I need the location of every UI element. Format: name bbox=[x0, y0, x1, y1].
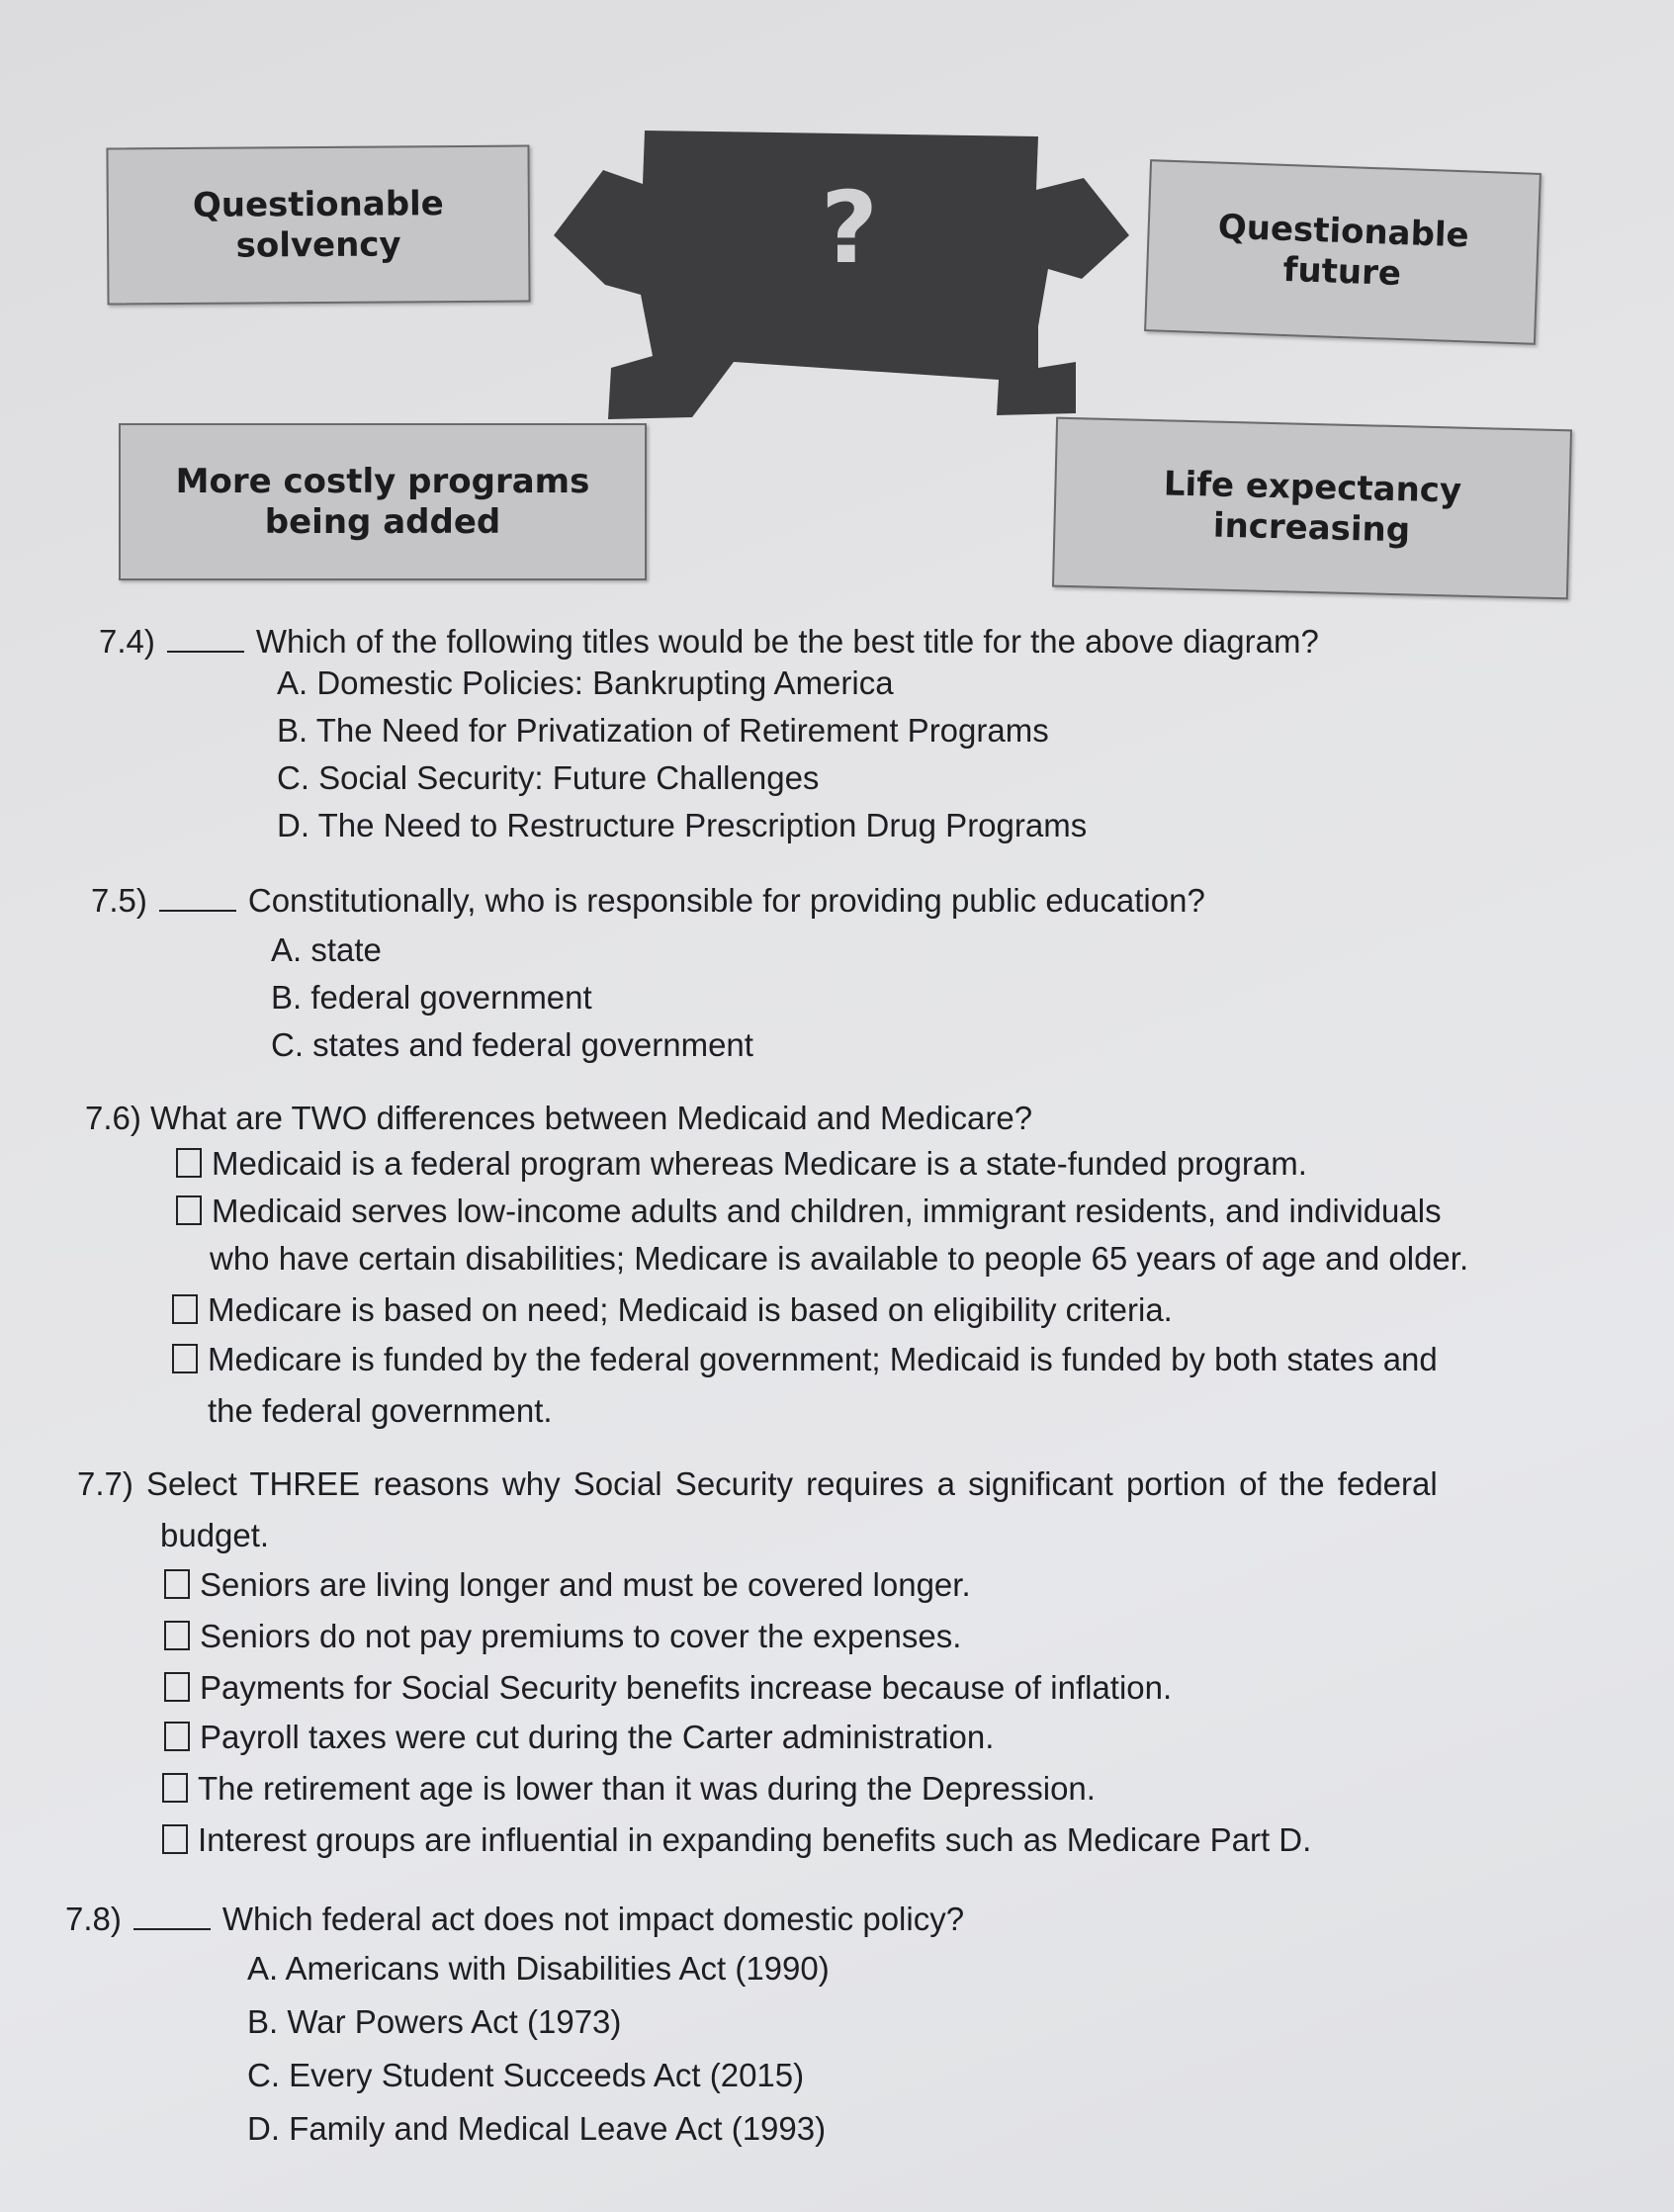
box-label: Life expectancy increasing bbox=[1163, 464, 1462, 551]
checkbox-label: The retirement age is lower than it was during the Depression. bbox=[198, 1770, 1096, 1807]
option-b: B. federal government bbox=[271, 979, 592, 1016]
checkbox-label: Seniors are living longer and must be covered longer. bbox=[200, 1566, 971, 1603]
checkbox-icon[interactable] bbox=[162, 1773, 188, 1803]
question-7-4 bbox=[99, 621, 1319, 662]
question-mark: ? bbox=[821, 170, 879, 286]
question-7-7-cont: budget. bbox=[160, 1517, 270, 1553]
checkbox-item[interactable] bbox=[164, 1612, 961, 1661]
option-a: A. Americans with Disabilities Act (1990) bbox=[247, 1950, 830, 1987]
checkbox-icon[interactable] bbox=[164, 1672, 190, 1702]
answer-blank[interactable] bbox=[159, 888, 236, 912]
option-a: A. state bbox=[271, 931, 382, 968]
checkbox-icon[interactable] bbox=[164, 1621, 190, 1650]
question-text: Which of the following titles would be the best title for the above diagram? bbox=[255, 623, 1319, 660]
checkbox-icon[interactable] bbox=[164, 1722, 190, 1751]
answer-blank[interactable] bbox=[133, 1906, 211, 1930]
box-label: More costly programs being added bbox=[175, 461, 590, 542]
option-c: C. Social Security: Future Challenges bbox=[277, 759, 820, 796]
checkbox-label: Medicaid is a federal program whereas Medicare is a state-funded program. bbox=[212, 1145, 1307, 1182]
question-number: 7.5) bbox=[91, 882, 147, 919]
checkbox-item[interactable] bbox=[162, 1764, 1096, 1814]
checkbox-label: Medicare is funded by the federal government; Medicaid is funded by both states and bbox=[208, 1341, 1438, 1377]
checkbox-item[interactable] bbox=[172, 1285, 1173, 1335]
option-b: B. War Powers Act (1973) bbox=[247, 2003, 622, 2040]
checkbox-label: Payments for Social Security benefits increase because of inflation. bbox=[200, 1669, 1173, 1706]
option-d: D. Family and Medical Leave Act (1993) bbox=[247, 2110, 827, 2147]
option-c: C. states and federal government bbox=[271, 1026, 753, 1063]
option-a: A. Domestic Policies: Bankrupting America bbox=[277, 664, 894, 701]
checkbox-icon[interactable] bbox=[172, 1344, 198, 1373]
checkbox-continuation: who have certain disabilities; Medicare is available to people 65 years of age and older. bbox=[210, 1240, 1469, 1277]
option-d: D. The Need to Restructure Prescription Drug Programs bbox=[277, 807, 1088, 843]
option-c: C. Every Student Succeeds Act (2015) bbox=[247, 2057, 805, 2093]
checkbox-item[interactable] bbox=[172, 1335, 1438, 1384]
box-questionable-future bbox=[1144, 159, 1542, 345]
question-7-6: 7.6) What are TWO differences between Medicaid and Medicare? bbox=[85, 1100, 1033, 1136]
question-7-7: 7.7) Select THREE reasons why Social Security requires a significant portion of the federal bbox=[77, 1465, 1438, 1502]
box-label: Questionable solvency bbox=[192, 183, 444, 266]
checkbox-label: Interest groups are influential in expanding benefits such as Medicare Part D. bbox=[198, 1821, 1312, 1858]
checkbox-icon[interactable] bbox=[172, 1294, 198, 1324]
box-label: Questionable future bbox=[1217, 207, 1470, 295]
checkbox-label: Seniors do not pay premiums to cover the expenses. bbox=[200, 1618, 962, 1654]
option-b: B. The Need for Privatization of Retirement Programs bbox=[277, 712, 1049, 749]
checkbox-icon[interactable] bbox=[176, 1195, 202, 1225]
diagram bbox=[0, 0, 1674, 593]
checkbox-item[interactable] bbox=[176, 1139, 1307, 1189]
checkbox-label: Medicaid serves low-income adults and children, immigrant residents, and individuals bbox=[212, 1193, 1442, 1229]
checkbox-icon[interactable] bbox=[164, 1569, 190, 1599]
checkbox-icon[interactable] bbox=[176, 1148, 202, 1178]
question-7-8 bbox=[65, 1899, 964, 1939]
answer-blank[interactable] bbox=[167, 629, 244, 653]
checkbox-item[interactable] bbox=[164, 1663, 1172, 1713]
question-number: 7.8) bbox=[65, 1901, 122, 1937]
question-text: Which federal act does not impact domestic policy? bbox=[221, 1901, 965, 1937]
checkbox-item[interactable] bbox=[176, 1187, 1442, 1236]
question-7-5 bbox=[91, 880, 1205, 921]
box-questionable-solvency bbox=[106, 145, 530, 306]
checkbox-icon[interactable] bbox=[162, 1824, 188, 1854]
box-life-expectancy bbox=[1052, 417, 1572, 600]
question-number: 7.4) bbox=[99, 623, 155, 660]
box-costly-programs bbox=[119, 423, 647, 580]
checkbox-item[interactable] bbox=[164, 1713, 994, 1762]
checkbox-continuation: the federal government. bbox=[208, 1392, 553, 1429]
checkbox-item[interactable] bbox=[164, 1560, 971, 1610]
checkbox-label: Payroll taxes were cut during the Carter administration. bbox=[200, 1719, 995, 1755]
checkbox-item[interactable] bbox=[162, 1815, 1311, 1865]
checkbox-label: Medicare is based on need; Medicaid is based on eligibility criteria. bbox=[208, 1291, 1173, 1328]
question-text: Constitutionally, who is responsible for providing public education? bbox=[247, 882, 1205, 919]
